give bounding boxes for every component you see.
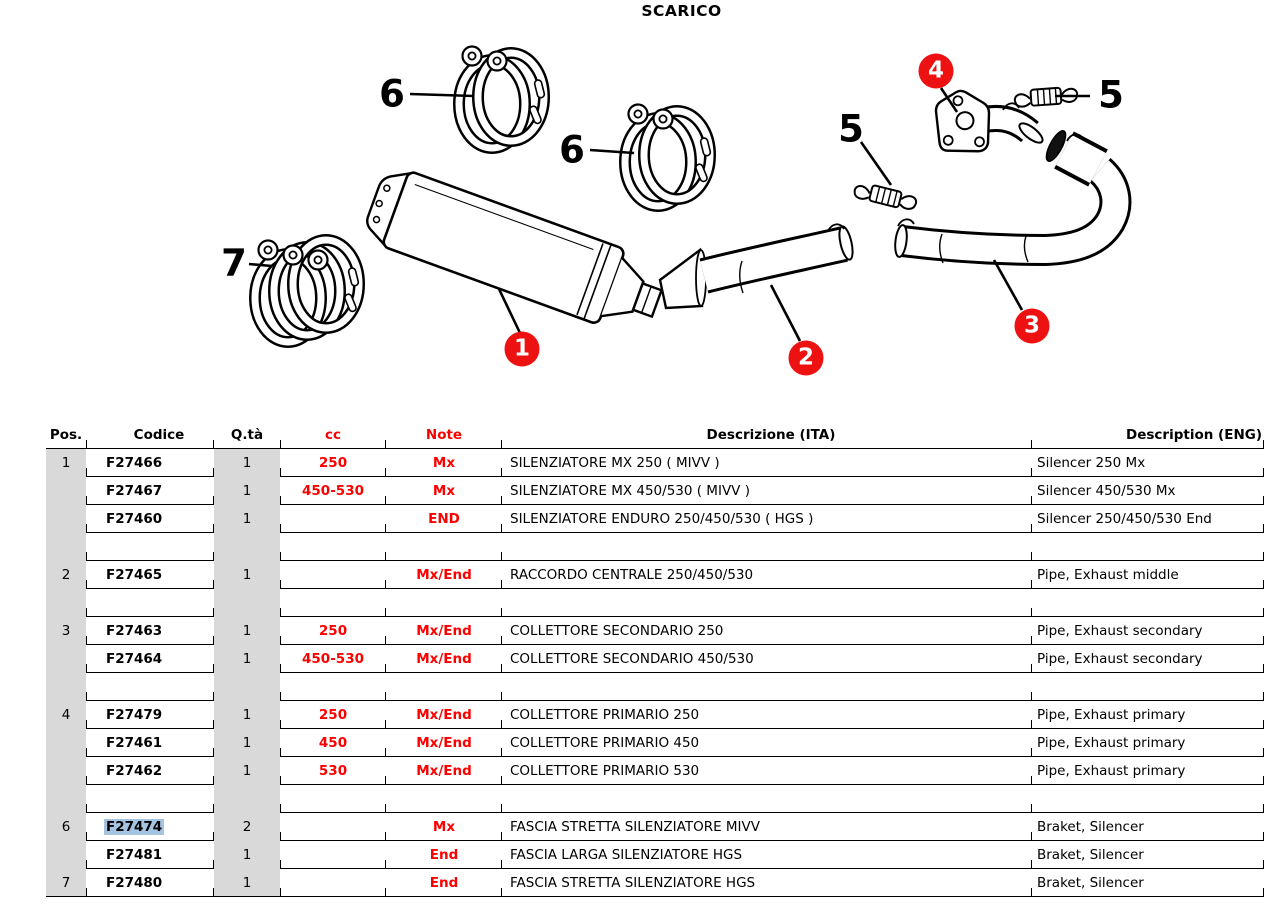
- descrizione-ita-cell: COLLETTORE PRIMARIO 530: [502, 757, 1032, 785]
- pos-cell: 2: [46, 561, 86, 589]
- code-cell: [86, 841, 214, 869]
- cc-cell: 250: [280, 617, 386, 645]
- cc-cell: 450: [280, 729, 386, 757]
- pos-cell: 7: [46, 869, 86, 897]
- qty-cell: 1: [214, 449, 280, 477]
- col-header-note: Note: [386, 421, 502, 449]
- qty-cell: 1: [214, 869, 280, 897]
- description-eng-cell: Pipe, Exhaust secondary: [1032, 645, 1264, 673]
- note-cell: Mx/End: [386, 757, 502, 785]
- col-header-description-eng: Description (ENG): [1032, 421, 1264, 449]
- pos-cell: [46, 841, 86, 869]
- table-row: [46, 757, 1264, 785]
- description-eng-cell: Braket, Silencer: [1032, 813, 1264, 841]
- cc-cell: 530: [280, 757, 386, 785]
- callout-2: 2: [789, 341, 824, 376]
- descrizione-ita-cell: COLLETTORE PRIMARIO 250: [502, 701, 1032, 729]
- cc-cell: 450-530: [280, 477, 386, 505]
- description-eng-cell: Silencer 250/450/530 End: [1032, 505, 1264, 533]
- code-cell: [86, 561, 214, 589]
- pos-cell: [46, 757, 86, 785]
- description-eng-cell: [1032, 785, 1264, 813]
- part-code: F27479: [106, 706, 163, 723]
- part-code: F27480: [106, 874, 163, 891]
- descrizione-ita-cell: COLLETTORE SECONDARIO 250: [502, 617, 1032, 645]
- description-eng-cell: Pipe, Exhaust primary: [1032, 729, 1264, 757]
- callout-1: 1: [505, 332, 540, 367]
- code-cell: [86, 533, 214, 561]
- part-number-label-5: 5: [1098, 73, 1124, 117]
- note-cell: Mx: [386, 477, 502, 505]
- part-code: F27461: [106, 734, 163, 751]
- note-cell: [386, 589, 502, 617]
- description-eng-cell: Silencer 450/530 Mx: [1032, 477, 1264, 505]
- code-cell: [86, 449, 214, 477]
- qty-cell: 1: [214, 701, 280, 729]
- note-cell: End: [386, 841, 502, 869]
- code-cell: [86, 757, 214, 785]
- descrizione-ita-cell: [502, 589, 1032, 617]
- descrizione-ita-cell: [502, 673, 1032, 701]
- page-title: SCARICO: [641, 2, 722, 20]
- code-cell: [86, 729, 214, 757]
- description-eng-cell: Pipe, Exhaust secondary: [1032, 617, 1264, 645]
- table-row: [46, 617, 1264, 645]
- pos-cell: 1: [46, 449, 86, 477]
- cc-cell: [280, 505, 386, 533]
- cc-cell: 250: [280, 701, 386, 729]
- col-header-descrizione-ita: Descrizione (ITA): [502, 421, 1032, 449]
- qty-cell: 1: [214, 757, 280, 785]
- description-eng-cell: [1032, 589, 1264, 617]
- note-cell: [386, 673, 502, 701]
- col-header-pos: Pos.: [46, 421, 86, 449]
- part-code: F27460: [106, 510, 163, 527]
- code-cell: [86, 673, 214, 701]
- qty-cell: [214, 589, 280, 617]
- descrizione-ita-cell: COLLETTORE SECONDARIO 450/530: [502, 645, 1032, 673]
- qty-cell: 1: [214, 645, 280, 673]
- table-row: [46, 505, 1264, 533]
- part-code: F27467: [106, 482, 163, 499]
- part-code: F27474: [106, 818, 163, 835]
- table-row: [46, 645, 1264, 673]
- table-row: [46, 477, 1264, 505]
- pos-cell: 4: [46, 701, 86, 729]
- col-header-qty: Q.tà: [214, 421, 280, 449]
- pos-cell: 6: [46, 813, 86, 841]
- note-cell: End: [386, 869, 502, 897]
- descrizione-ita-cell: [502, 785, 1032, 813]
- descrizione-ita-cell: SILENZIATORE MX 450/530 ( MIVV ): [502, 477, 1032, 505]
- description-eng-cell: Silencer 250 Mx: [1032, 449, 1264, 477]
- table-header-row: [46, 421, 1264, 449]
- table-row: [46, 701, 1264, 729]
- code-cell: [86, 701, 214, 729]
- pos-cell: [46, 589, 86, 617]
- code-cell: [86, 813, 214, 841]
- table-row: [46, 533, 1264, 561]
- parts-table: [46, 421, 1264, 897]
- note-cell: Mx/End: [386, 645, 502, 673]
- part-code: F27466: [106, 454, 163, 471]
- description-eng-cell: [1032, 533, 1264, 561]
- part-code: F27462: [106, 762, 163, 779]
- qty-cell: [214, 785, 280, 813]
- table-row: [46, 673, 1264, 701]
- description-eng-cell: Pipe, Exhaust middle: [1032, 561, 1264, 589]
- descrizione-ita-cell: COLLETTORE PRIMARIO 450: [502, 729, 1032, 757]
- cc-cell: [280, 785, 386, 813]
- code-cell: [86, 869, 214, 897]
- code-cell: [86, 505, 214, 533]
- callout-3: 3: [1015, 309, 1050, 344]
- description-eng-cell: Pipe, Exhaust primary: [1032, 701, 1264, 729]
- part-number-label-7: 7: [221, 241, 247, 285]
- descrizione-ita-cell: SILENZIATORE MX 250 ( MIVV ): [502, 449, 1032, 477]
- description-eng-cell: Braket, Silencer: [1032, 841, 1264, 869]
- code-cell: [86, 477, 214, 505]
- table-row: [46, 869, 1264, 897]
- cc-cell: [280, 589, 386, 617]
- col-header-codice: Codice: [86, 421, 214, 449]
- pos-cell: [46, 477, 86, 505]
- description-eng-cell: Pipe, Exhaust primary: [1032, 757, 1264, 785]
- pos-cell: [46, 785, 86, 813]
- pos-cell: [46, 645, 86, 673]
- pos-cell: [46, 505, 86, 533]
- part-number-label-6: 6: [559, 128, 585, 172]
- part-number-label-5: 5: [838, 107, 864, 151]
- note-cell: Mx: [386, 813, 502, 841]
- code-cell: [86, 645, 214, 673]
- qty-cell: 1: [214, 505, 280, 533]
- qty-cell: 1: [214, 841, 280, 869]
- note-cell: Mx/End: [386, 561, 502, 589]
- cc-cell: 450-530: [280, 645, 386, 673]
- note-cell: Mx/End: [386, 617, 502, 645]
- descrizione-ita-cell: [502, 533, 1032, 561]
- qty-cell: 1: [214, 561, 280, 589]
- cc-cell: [280, 841, 386, 869]
- qty-cell: [214, 673, 280, 701]
- qty-cell: 1: [214, 477, 280, 505]
- code-cell: [86, 785, 214, 813]
- descrizione-ita-cell: FASCIA LARGA SILENZIATORE HGS: [502, 841, 1032, 869]
- pos-cell: [46, 673, 86, 701]
- note-cell: Mx/End: [386, 701, 502, 729]
- note-cell: [386, 533, 502, 561]
- part-number-label-6: 6: [379, 72, 405, 116]
- cc-cell: [280, 813, 386, 841]
- cc-cell: [280, 673, 386, 701]
- qty-cell: 1: [214, 729, 280, 757]
- table-row: [46, 841, 1264, 869]
- cc-cell: [280, 561, 386, 589]
- code-cell: [86, 589, 214, 617]
- description-eng-cell: [1032, 673, 1264, 701]
- part-code: F27481: [106, 846, 163, 863]
- cc-cell: [280, 533, 386, 561]
- table-row: [46, 785, 1264, 813]
- part-code: F27464: [106, 650, 163, 667]
- note-cell: Mx/End: [386, 729, 502, 757]
- table-row: [46, 813, 1264, 841]
- note-cell: [386, 785, 502, 813]
- cc-cell: [280, 869, 386, 897]
- note-cell: Mx: [386, 449, 502, 477]
- note-cell: END: [386, 505, 502, 533]
- descrizione-ita-cell: FASCIA STRETTA SILENZIATORE HGS: [502, 869, 1032, 897]
- descrizione-ita-cell: RACCORDO CENTRALE 250/450/530: [502, 561, 1032, 589]
- col-header-cc: cc: [280, 421, 386, 449]
- table-row: [46, 449, 1264, 477]
- diagram-overlay: [0, 0, 1275, 420]
- descrizione-ita-cell: SILENZIATORE ENDURO 250/450/530 ( HGS ): [502, 505, 1032, 533]
- table-row: [46, 561, 1264, 589]
- code-cell: [86, 617, 214, 645]
- qty-cell: 1: [214, 617, 280, 645]
- qty-cell: [214, 533, 280, 561]
- cc-cell: 250: [280, 449, 386, 477]
- exhaust-diagram: [0, 0, 1275, 420]
- pos-cell: [46, 729, 86, 757]
- table-body: [46, 449, 1264, 897]
- pos-cell: 3: [46, 617, 86, 645]
- pos-cell: [46, 533, 86, 561]
- descrizione-ita-cell: FASCIA STRETTA SILENZIATORE MIVV: [502, 813, 1032, 841]
- qty-cell: 2: [214, 813, 280, 841]
- table-row: [46, 589, 1264, 617]
- callout-4: 4: [919, 54, 954, 89]
- table-row: [46, 729, 1264, 757]
- part-code: F27463: [106, 622, 163, 639]
- description-eng-cell: Braket, Silencer: [1032, 869, 1264, 897]
- part-code: F27465: [106, 566, 163, 583]
